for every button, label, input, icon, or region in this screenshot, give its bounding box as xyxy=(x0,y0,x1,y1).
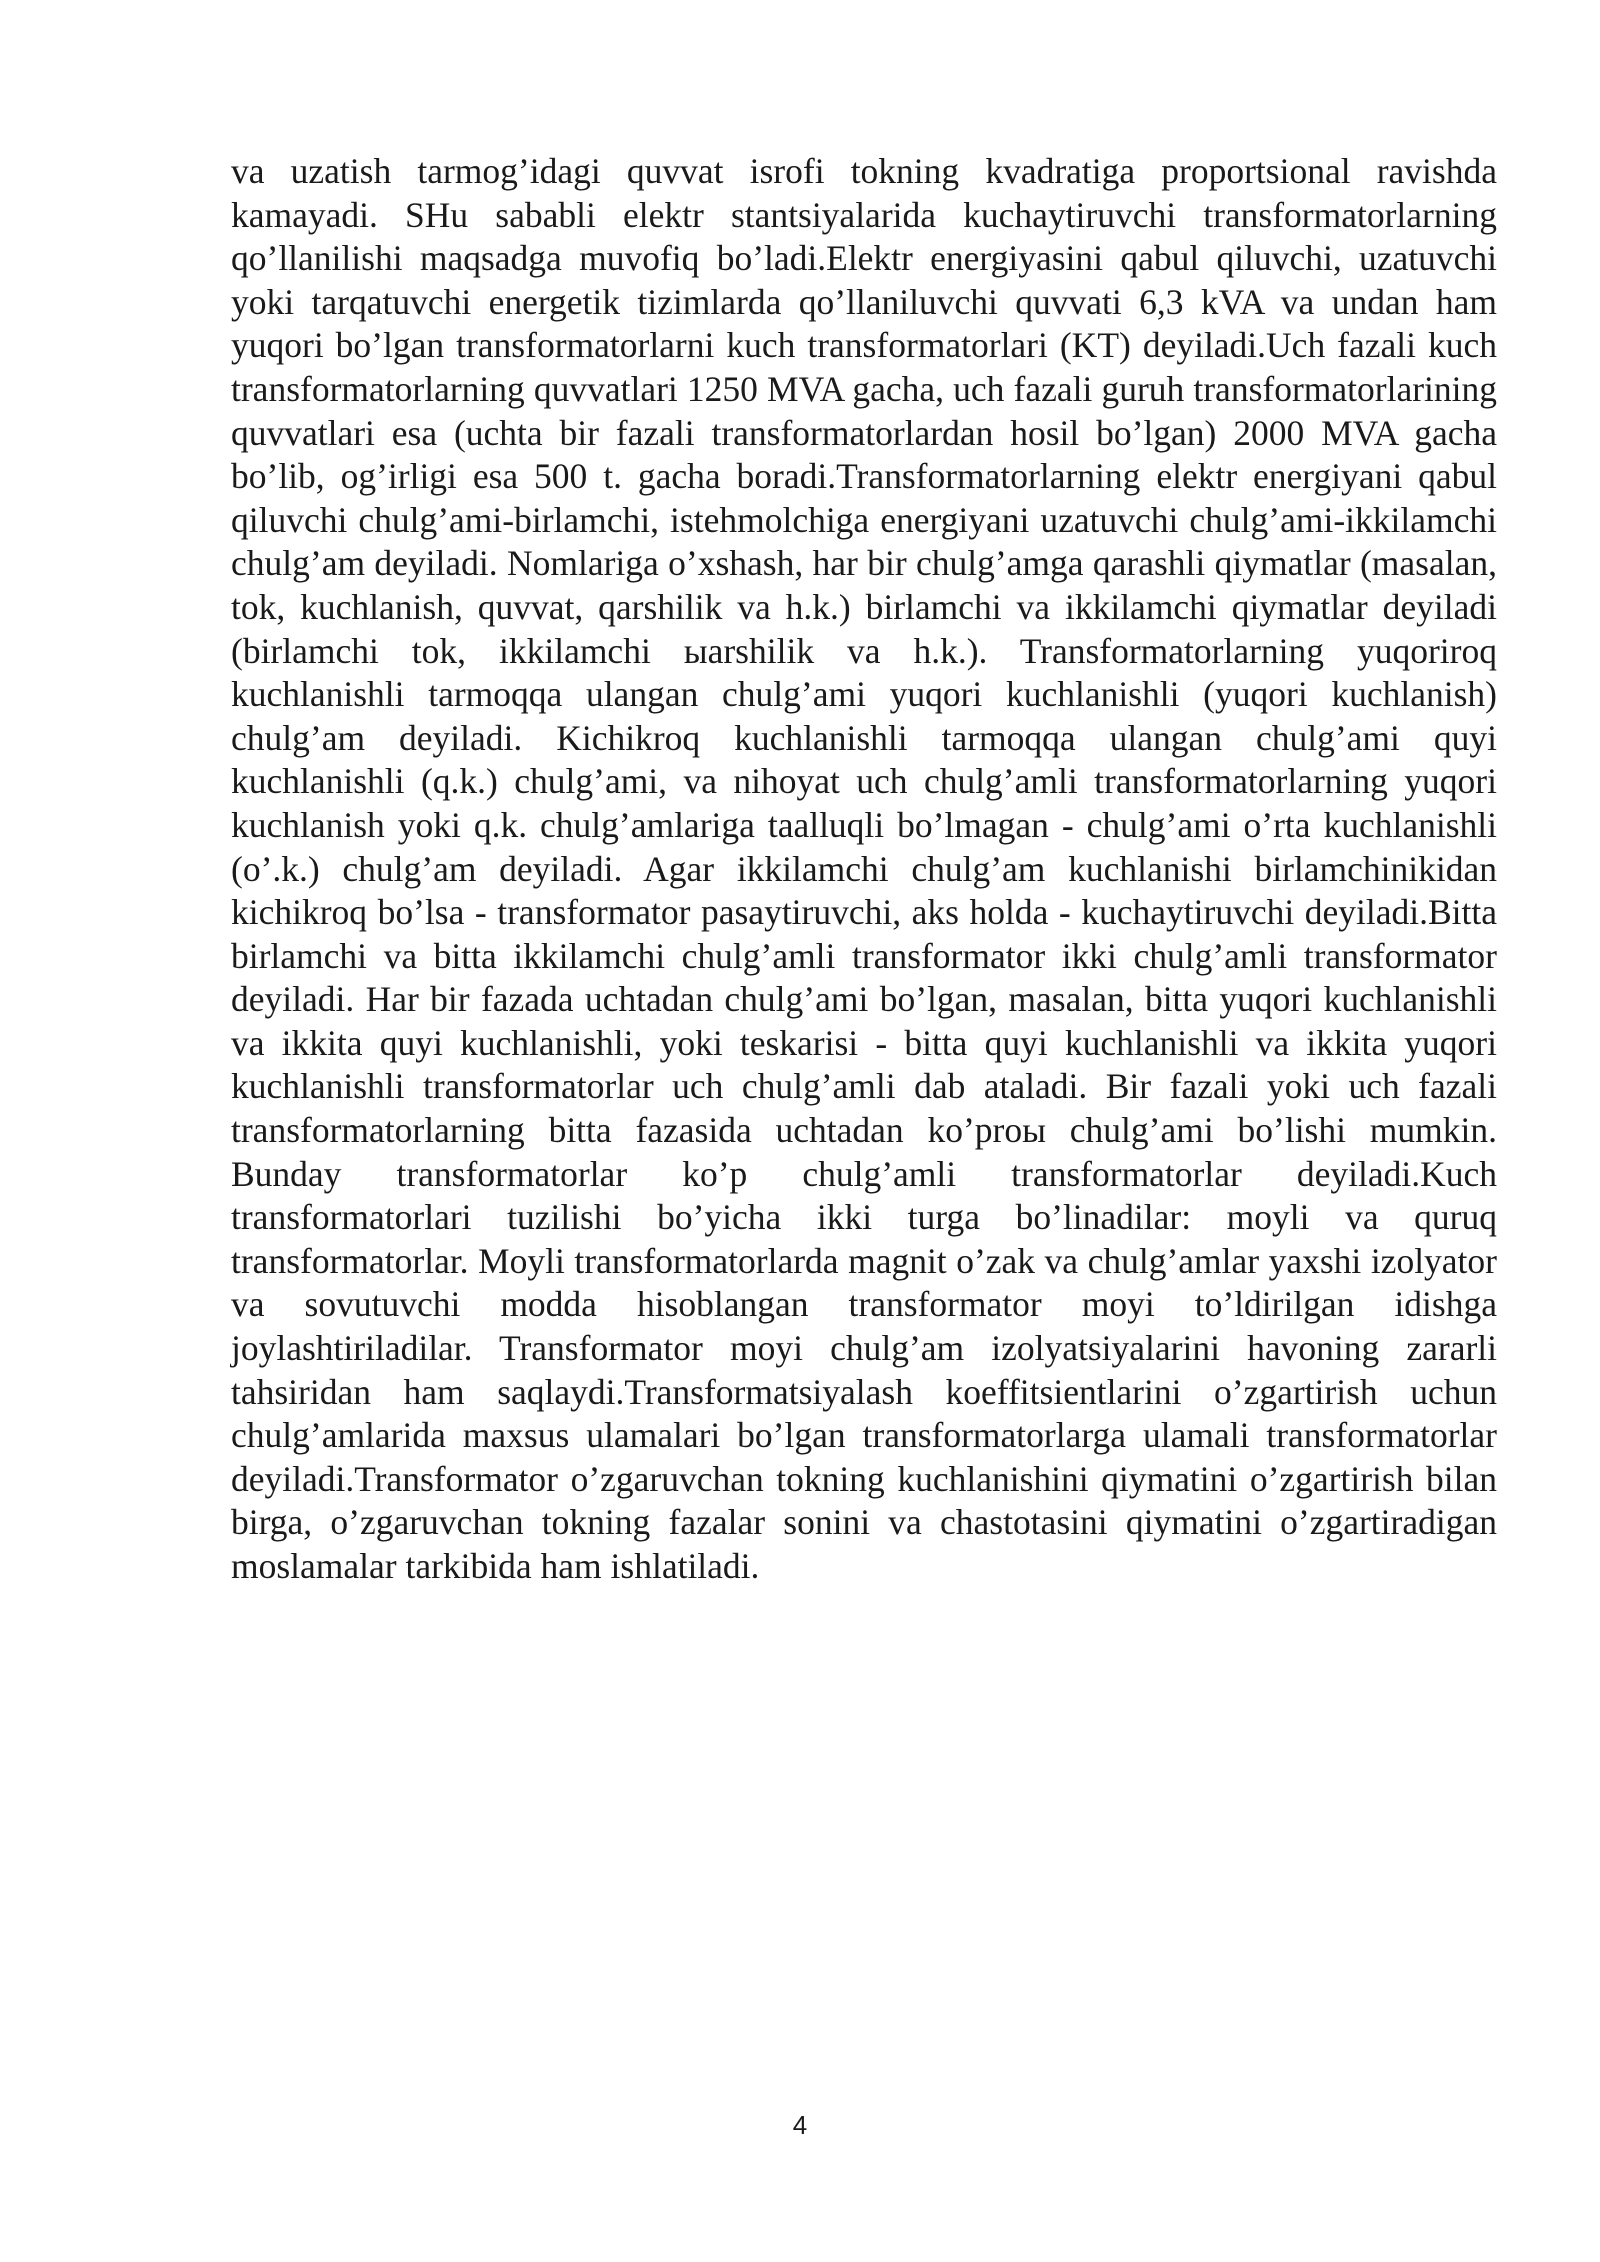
page-number: 4 xyxy=(792,2110,808,2140)
body-paragraph: va uzatish tarmog’idagi quvvat isrofi tokning kvadratiga proportsional ravishda kamayadi. SHu sababli elektr stantsiyalarida kuchaytiruvchi transformatorlarning qo’llanilishi maqsadga muvofiq bo’ladi.Elektr energiyasini qabul qiluvchi, uzatuvchi yoki tarqatuvchi energetik tizimlarda qo’llaniluvchi quvvati 6,3 kVA va undan ham yuqori bo’lgan transformatorlarni kuch transformatorlari (KT) deyiladi.Uch fazali kuch transformatorlarning quvvatlari 1250 MVA gacha, uch fazali guruh transformatorlarining quvvatlari esa (uchta bir fazali transformatorlardan hosil bo’lgan) 2000 MVA gacha bo’lib, og’irligi esa 500 t. gacha boradi.Transformatorlarning elektr energiyani qabul qiluvchi chulg’ami-birlamchi, istehmolchiga energiyani uzatuvchi chulg’ami-ikkilamchi chulg’am deyiladi. Nomlariga o’xshash, har bir chulg’amga qarashli qiymatlar (masalan, tok, kuchlanish, quvvat, qarshilik va h.k.) birlamchi va ikkilamchi qiymatlar deyiladi (birlamchi tok, ikkilamchi ыarshilik va h.k.). Transformatorlarning yuqoriroq kuchlanishli tarmoqqa ulangan chulg’ami yuqori kuchlanishli (yuqori kuchlanish) chulg’am deyiladi. Kichikroq kuchlanishli tarmoqqa ulangan chulg’ami quyi kuchlanishli (q.k.) chulg’ami, va nihoyat uch chulg’amli transformatorlarning yuqori kuchlanish yoki q.k. chulg’amlariga taalluqli bo’lmagan - chulg’ami o’rta kuchlanishli (o’.k.) chulg’am deyiladi. Agar ikkilamchi chulg’am kuchlanishi birlamchinikidan kichikroq bo’lsa - transformator pasaytiruvchi, aks holda - kuchaytiruvchi deyiladi.Bitta birlamchi va bitta ikkilamchi chulg’amli transformator ikki chulg’amli transformator deyiladi. Har bir fazada uchtadan chulg’ami bo’lgan, masalan, bitta yuqori kuchlanishli va ikkita quyi kuchlanishli, yoki teskarisi - bitta quyi kuchlanishli va ikkita yuqori kuchlanishli transformatorlar uch chulg’amli dab ataladi. Bir fazali yoki uch fazali transformatorlarning bitta fazasida uchtadan ko’proы chulg’ami bo’lishi mumkin. Bunday transformatorlar ko’p chulg’amli transformatorlar deyiladi.Kuch transformatorlari tuzilishi bo’yicha ikki turga bo’linadilar: moyli va quruq transformatorlar. Moyli transformatorlarda magnit o’zak va chulg’amlar yaxshi izolyator va sovutuvchi modda hisoblangan transformator moyi to’ldirilgan idishga joylashtiriladilar. Transformator moyi chulg’am izolyatsiyalarini havoning zararli tahsiridan ham saqlaydi.Transformatsiyalash koeffitsientlarini o’zgartirish uchun chulg’amlarida maxsus ulamalari bo’lgan transformatorlarga ulamali transformatorlar deyiladi.Transformator o’zgaruvchan tokning kuchlanishini qiymatini o’zgartirish bilan birga, o’zgaruvchan tokning fazalar sonini va chastotasini qiymatini o’zgartiradigan moslamalar tarkibida ham ishlatiladi. xyxy=(231,151,1497,1586)
